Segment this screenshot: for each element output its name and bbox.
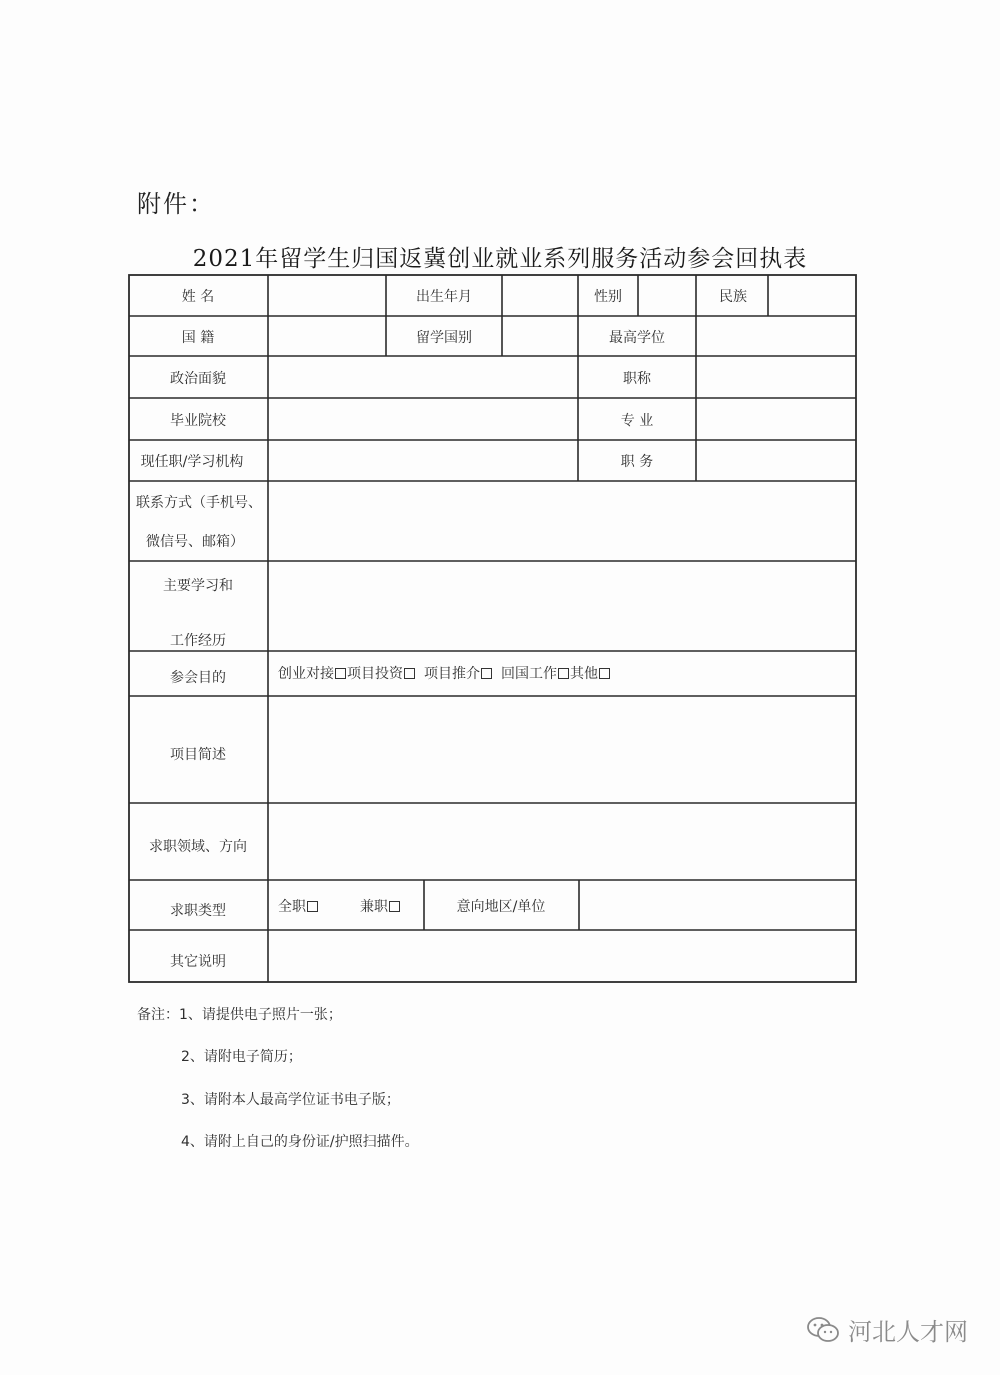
label-contact-line1: 联系方式（手机号、: [136, 495, 262, 511]
job-type-checkbox[interactable]: [307, 901, 318, 912]
label-political-status: 政治面貌: [170, 371, 226, 387]
purpose-option-label: 项目投资: [347, 666, 403, 682]
label-job-type: 求职类型: [170, 903, 226, 919]
purpose-option-label: 创业对接: [278, 666, 334, 682]
label-current-institution: 现任职/学习机构: [140, 454, 244, 470]
note-item: 3、请附本人最高学位证书电子版；: [181, 1092, 400, 1108]
label-study-country: 留学国别: [416, 330, 472, 346]
purpose-checkbox[interactable]: [599, 668, 610, 679]
watermark-text: 河北人才网: [848, 1318, 968, 1346]
label-experience-line1: 主要学习和: [163, 578, 233, 594]
label-experience-line2: 工作经历: [170, 633, 226, 649]
purpose-options: [278, 663, 611, 683]
label-project-description: 项目简述: [170, 747, 226, 763]
note-item: 2、请附电子简历；: [181, 1049, 302, 1065]
purpose-checkbox[interactable]: [404, 668, 415, 679]
purpose-option-label: 项目推介: [424, 666, 480, 682]
purpose-checkbox[interactable]: [481, 668, 492, 679]
label-highest-degree: 最高学位: [609, 330, 665, 346]
job-type-part-time: [360, 896, 401, 916]
label-intended-region: 意向地区/单位: [456, 899, 546, 915]
label-purpose: 参会目的: [170, 670, 226, 686]
job-type-option-label: 兼职: [360, 899, 388, 915]
label-position: 职 务: [620, 454, 654, 470]
label-contact-line2: 微信号、邮箱）: [146, 534, 244, 550]
watermark: [806, 1312, 968, 1347]
purpose-option-label: 回国工作: [501, 666, 557, 682]
job-type-full-time: [278, 896, 319, 916]
attachment-label: 附件：: [137, 190, 215, 218]
label-major: 专 业: [620, 413, 654, 429]
wechat-icon: [806, 1315, 840, 1345]
form-title: 2021年留学生归国返冀创业就业系列服务活动参会回执表: [192, 246, 808, 272]
label-nationality: 国 籍: [181, 330, 215, 346]
label-ethnicity: 民族: [719, 289, 747, 305]
label-birth-date: 出生年月: [416, 289, 472, 305]
label-gender: 性别: [594, 289, 622, 305]
label-job-field: 求职领域、方向: [149, 839, 247, 855]
job-type-checkbox[interactable]: [389, 901, 400, 912]
job-type-option-label: 全职: [278, 899, 306, 915]
note-item: 备注：1、请提供电子照片一张；: [137, 1007, 342, 1023]
purpose-option-label: 其他: [570, 666, 598, 682]
label-name: 姓 名: [181, 289, 215, 305]
label-graduate-school: 毕业院校: [170, 413, 226, 429]
label-title-rank: 职称: [623, 371, 651, 387]
note-item: 4、请附上自己的身份证/护照扫描件。: [181, 1134, 419, 1150]
purpose-checkbox[interactable]: [558, 668, 569, 679]
label-other-notes: 其它说明: [170, 954, 226, 970]
purpose-checkbox[interactable]: [335, 668, 346, 679]
